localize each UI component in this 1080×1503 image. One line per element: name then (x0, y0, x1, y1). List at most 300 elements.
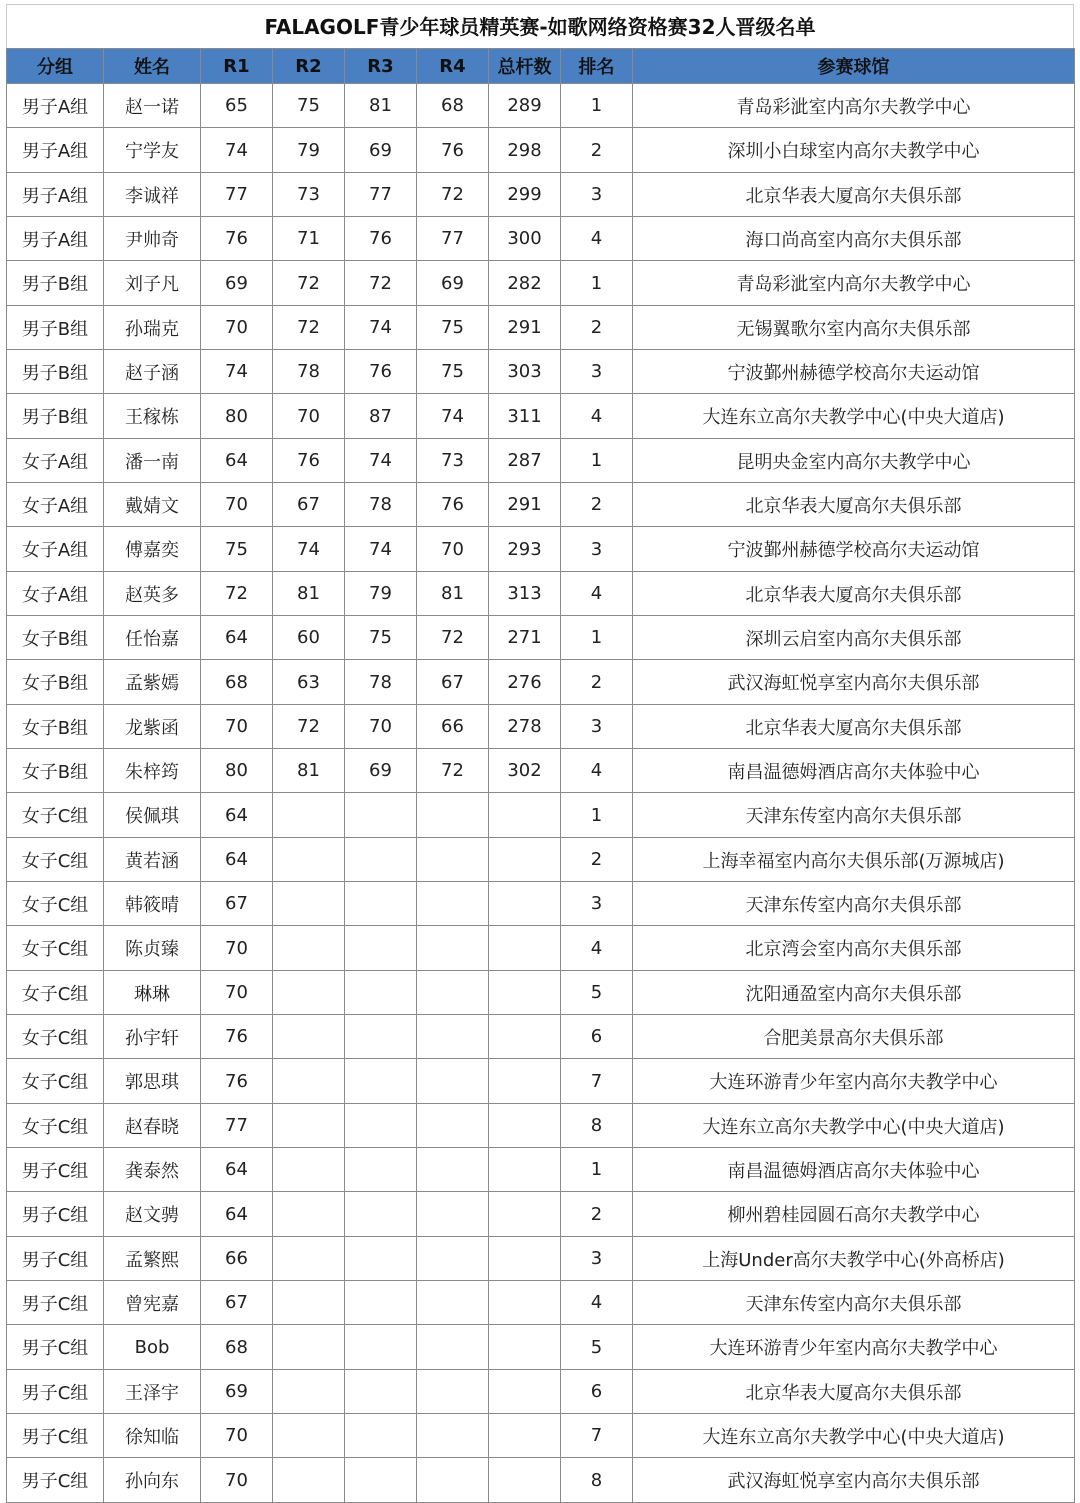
total-cell (489, 1281, 561, 1325)
r3-cell: 81 (345, 84, 417, 128)
rank-cell: 4 (561, 572, 633, 616)
rank-cell: 3 (561, 1237, 633, 1281)
r1-cell: 76 (201, 1059, 273, 1104)
group-cell: 男子C组 (7, 1458, 104, 1503)
total-cell (489, 1458, 561, 1503)
r1-cell: 70 (201, 971, 273, 1015)
r1-cell: 69 (201, 261, 273, 306)
venue-cell: 深圳云启室内高尔夫俱乐部 (633, 616, 1075, 660)
total-cell: 311 (489, 394, 561, 439)
name-cell: 赵英多 (104, 572, 201, 616)
r3-cell: 76 (345, 350, 417, 394)
r3-cell (345, 838, 417, 882)
r4-cell: 72 (417, 616, 489, 660)
table-row (7, 1192, 1075, 1237)
r3-cell: 74 (345, 439, 417, 483)
table-row (7, 1059, 1075, 1104)
rank-cell: 3 (561, 882, 633, 926)
name-cell: 戴婧文 (104, 483, 201, 527)
rank-cell: 8 (561, 1458, 633, 1503)
r2-cell: 73 (273, 173, 345, 217)
r1-cell: 66 (201, 1237, 273, 1281)
r4-cell: 70 (417, 527, 489, 572)
table-row (7, 1458, 1075, 1503)
group-cell: 女子B组 (7, 660, 104, 705)
r1-cell: 77 (201, 173, 273, 217)
r4-cell (417, 1059, 489, 1104)
r4-cell: 76 (417, 483, 489, 527)
r3-cell: 70 (345, 705, 417, 749)
r1-cell: 69 (201, 1370, 273, 1414)
table-row (7, 1281, 1075, 1325)
name-cell: 韩筱晴 (104, 882, 201, 926)
r1-cell: 65 (201, 84, 273, 128)
r1-cell: 72 (201, 572, 273, 616)
r1-cell: 75 (201, 527, 273, 572)
total-cell (489, 1414, 561, 1458)
venue-cell: 上海幸福室内高尔夫俱乐部(万源城店) (633, 838, 1075, 882)
r3-cell: 79 (345, 572, 417, 616)
r1-cell: 68 (201, 660, 273, 705)
r3-cell (345, 882, 417, 926)
venue-cell: 大连东立高尔夫教学中心(中央大道店) (633, 1104, 1075, 1148)
group-cell: 女子C组 (7, 793, 104, 838)
rank-cell: 2 (561, 306, 633, 350)
name-cell: 赵春晓 (104, 1104, 201, 1148)
venue-cell: 天津东传室内高尔夫俱乐部 (633, 1281, 1075, 1325)
venue-cell: 南昌温德姆酒店高尔夫体验中心 (633, 749, 1075, 793)
name-cell: 朱梓筠 (104, 749, 201, 793)
r3-cell (345, 971, 417, 1015)
r3-cell (345, 1148, 417, 1192)
rank-cell: 1 (561, 439, 633, 483)
r1-cell: 70 (201, 483, 273, 527)
group-cell: 女子A组 (7, 527, 104, 572)
r2-cell (273, 1237, 345, 1281)
venue-cell: 武汉海虹悦享室内高尔夫俱乐部 (633, 1458, 1075, 1503)
r1-cell: 70 (201, 1458, 273, 1503)
rank-cell: 5 (561, 1325, 633, 1370)
group-cell: 女子C组 (7, 971, 104, 1015)
r4-cell (417, 1281, 489, 1325)
r1-cell: 80 (201, 394, 273, 439)
venue-cell: 北京华表大厦高尔夫俱乐部 (633, 173, 1075, 217)
group-cell: 女子A组 (7, 483, 104, 527)
name-cell: 孙瑞克 (104, 306, 201, 350)
table-row (7, 572, 1075, 616)
name-cell: 龙紫函 (104, 705, 201, 749)
group-cell: 男子A组 (7, 173, 104, 217)
r1-cell: 68 (201, 1325, 273, 1370)
r2-cell (273, 1015, 345, 1059)
r4-cell (417, 1325, 489, 1370)
r2-cell: 76 (273, 439, 345, 483)
rank-cell: 3 (561, 705, 633, 749)
r1-cell: 67 (201, 1281, 273, 1325)
rank-cell: 7 (561, 1414, 633, 1458)
r3-cell (345, 793, 417, 838)
r4-cell: 73 (417, 439, 489, 483)
r2-cell: 81 (273, 749, 345, 793)
r2-cell: 63 (273, 660, 345, 705)
venue-cell: 宁波鄞州赫德学校高尔夫运动馆 (633, 527, 1075, 572)
total-cell: 300 (489, 217, 561, 261)
venue-cell: 大连东立高尔夫教学中心(中央大道店) (633, 1414, 1075, 1458)
table-row (7, 84, 1075, 128)
venue-cell: 大连环游青少年室内高尔夫教学中心 (633, 1325, 1075, 1370)
group-cell: 男子C组 (7, 1281, 104, 1325)
r3-cell: 76 (345, 217, 417, 261)
r3-cell (345, 926, 417, 971)
group-cell: 女子C组 (7, 926, 104, 971)
venue-cell: 天津东传室内高尔夫俱乐部 (633, 882, 1075, 926)
col-header-rank: 排名 (561, 49, 633, 84)
total-cell: 287 (489, 439, 561, 483)
table-row (7, 660, 1075, 705)
r1-cell: 70 (201, 1414, 273, 1458)
r4-cell: 77 (417, 217, 489, 261)
venue-cell: 青岛彩泚室内高尔夫教学中心 (633, 84, 1075, 128)
total-cell: 276 (489, 660, 561, 705)
total-cell: 302 (489, 749, 561, 793)
name-cell: 李诚祥 (104, 173, 201, 217)
name-cell: 宁学友 (104, 128, 201, 173)
page-title: FALAGOLF青少年球员精英赛-如歌网络资格赛32人晋级名单 (6, 4, 1074, 48)
rank-cell: 1 (561, 84, 633, 128)
total-cell: 303 (489, 350, 561, 394)
venue-cell: 青岛彩泚室内高尔夫教学中心 (633, 261, 1075, 306)
group-cell: 男子A组 (7, 128, 104, 173)
group-cell: 男子B组 (7, 394, 104, 439)
r1-cell: 74 (201, 128, 273, 173)
r2-cell (273, 1325, 345, 1370)
name-cell: 任怡嘉 (104, 616, 201, 660)
venue-cell: 北京湾会室内高尔夫俱乐部 (633, 926, 1075, 971)
rank-cell: 1 (561, 261, 633, 306)
name-cell: Bob (104, 1325, 201, 1370)
r1-cell: 64 (201, 439, 273, 483)
group-cell: 女子B组 (7, 616, 104, 660)
rank-cell: 4 (561, 926, 633, 971)
name-cell: 龚泰然 (104, 1148, 201, 1192)
total-cell: 291 (489, 306, 561, 350)
total-cell (489, 1192, 561, 1237)
venue-cell: 北京华表大厦高尔夫俱乐部 (633, 483, 1075, 527)
r4-cell: 74 (417, 394, 489, 439)
r2-cell (273, 1281, 345, 1325)
rank-cell: 1 (561, 793, 633, 838)
total-cell (489, 1370, 561, 1414)
r4-cell (417, 1104, 489, 1148)
table-row (7, 261, 1075, 306)
r1-cell: 64 (201, 1192, 273, 1237)
venue-cell: 沈阳通盈室内高尔夫俱乐部 (633, 971, 1075, 1015)
table-row (7, 616, 1075, 660)
group-cell: 女子B组 (7, 705, 104, 749)
rank-cell: 6 (561, 1370, 633, 1414)
r2-cell: 72 (273, 705, 345, 749)
r3-cell: 87 (345, 394, 417, 439)
group-cell: 女子B组 (7, 749, 104, 793)
total-cell: 299 (489, 173, 561, 217)
r1-cell: 76 (201, 217, 273, 261)
venue-cell: 宁波鄞州赫德学校高尔夫运动馆 (633, 350, 1075, 394)
venue-cell: 昆明央金室内高尔夫教学中心 (633, 439, 1075, 483)
r4-cell: 69 (417, 261, 489, 306)
table-row (7, 439, 1075, 483)
r3-cell: 69 (345, 749, 417, 793)
table-row (7, 705, 1075, 749)
table-row (7, 306, 1075, 350)
total-cell (489, 1148, 561, 1192)
venue-cell: 北京华表大厦高尔夫俱乐部 (633, 572, 1075, 616)
total-cell: 278 (489, 705, 561, 749)
group-cell: 男子C组 (7, 1370, 104, 1414)
total-cell: 271 (489, 616, 561, 660)
group-cell: 男子C组 (7, 1148, 104, 1192)
group-cell: 女子C组 (7, 1059, 104, 1104)
venue-cell: 武汉海虹悦享室内高尔夫俱乐部 (633, 660, 1075, 705)
r2-cell: 81 (273, 572, 345, 616)
total-cell: 313 (489, 572, 561, 616)
group-cell: 女子C组 (7, 1015, 104, 1059)
rank-cell: 3 (561, 350, 633, 394)
rank-cell: 2 (561, 838, 633, 882)
venue-cell: 大连东立高尔夫教学中心(中央大道店) (633, 394, 1075, 439)
r2-cell (273, 1104, 345, 1148)
col-header-r1: R1 (201, 49, 273, 84)
name-cell: 曾宪嘉 (104, 1281, 201, 1325)
r4-cell (417, 1148, 489, 1192)
r2-cell (273, 882, 345, 926)
r3-cell (345, 1192, 417, 1237)
table-row (7, 1015, 1075, 1059)
r4-cell: 72 (417, 173, 489, 217)
col-header-r3: R3 (345, 49, 417, 84)
r2-cell (273, 838, 345, 882)
name-cell: 王泽宇 (104, 1370, 201, 1414)
r4-cell: 75 (417, 306, 489, 350)
table-row (7, 793, 1075, 838)
r3-cell (345, 1414, 417, 1458)
table-row (7, 350, 1075, 394)
table-row (7, 1370, 1075, 1414)
total-cell (489, 882, 561, 926)
r3-cell (345, 1458, 417, 1503)
r3-cell: 74 (345, 306, 417, 350)
table-row (7, 882, 1075, 926)
r4-cell: 66 (417, 705, 489, 749)
r4-cell (417, 1015, 489, 1059)
venue-cell: 南昌温德姆酒店高尔夫体验中心 (633, 1148, 1075, 1192)
total-cell (489, 793, 561, 838)
r4-cell (417, 793, 489, 838)
r3-cell (345, 1104, 417, 1148)
r2-cell: 60 (273, 616, 345, 660)
r1-cell: 74 (201, 350, 273, 394)
rank-cell: 2 (561, 1192, 633, 1237)
name-cell: 赵一诺 (104, 84, 201, 128)
rank-cell: 3 (561, 527, 633, 572)
table-row (7, 527, 1075, 572)
r1-cell: 70 (201, 926, 273, 971)
total-cell (489, 1059, 561, 1104)
group-cell: 女子C组 (7, 882, 104, 926)
r3-cell: 77 (345, 173, 417, 217)
table-row (7, 217, 1075, 261)
r4-cell: 72 (417, 749, 489, 793)
col-header-r2: R2 (273, 49, 345, 84)
group-cell: 女子A组 (7, 572, 104, 616)
total-cell (489, 926, 561, 971)
name-cell: 刘子凡 (104, 261, 201, 306)
rank-cell: 7 (561, 1059, 633, 1104)
total-cell: 293 (489, 527, 561, 572)
rank-cell: 4 (561, 1281, 633, 1325)
r1-cell: 70 (201, 306, 273, 350)
name-cell: 陈贞臻 (104, 926, 201, 971)
r2-cell (273, 1458, 345, 1503)
venue-cell: 柳州碧桂园圆石高尔夫教学中心 (633, 1192, 1075, 1237)
group-cell: 男子C组 (7, 1325, 104, 1370)
r2-cell (273, 926, 345, 971)
r1-cell: 64 (201, 838, 273, 882)
name-cell: 赵子涵 (104, 350, 201, 394)
table-row (7, 173, 1075, 217)
venue-cell: 上海Under高尔夫教学中心(外高桥店) (633, 1237, 1075, 1281)
r3-cell: 72 (345, 261, 417, 306)
table-row (7, 1325, 1075, 1370)
group-cell: 男子C组 (7, 1237, 104, 1281)
r2-cell: 75 (273, 84, 345, 128)
group-cell: 男子C组 (7, 1192, 104, 1237)
venue-cell: 天津东传室内高尔夫俱乐部 (633, 793, 1075, 838)
results-table (6, 48, 1075, 1503)
venue-cell: 深圳小白球室内高尔夫教学中心 (633, 128, 1075, 173)
r1-cell: 64 (201, 616, 273, 660)
r2-cell: 79 (273, 128, 345, 173)
col-header-name: 姓名 (104, 49, 201, 84)
venue-cell: 大连环游青少年室内高尔夫教学中心 (633, 1059, 1075, 1104)
rank-cell: 1 (561, 616, 633, 660)
r2-cell (273, 1414, 345, 1458)
group-cell: 男子B组 (7, 306, 104, 350)
table-row (7, 749, 1075, 793)
name-cell: 孙向东 (104, 1458, 201, 1503)
r3-cell: 78 (345, 483, 417, 527)
venue-cell: 北京华表大厦高尔夫俱乐部 (633, 1370, 1075, 1414)
r4-cell (417, 838, 489, 882)
r1-cell: 64 (201, 1148, 273, 1192)
r2-cell: 72 (273, 261, 345, 306)
name-cell: 孟紫嫣 (104, 660, 201, 705)
group-cell: 男子B组 (7, 261, 104, 306)
group-cell: 男子C组 (7, 1414, 104, 1458)
table-row (7, 483, 1075, 527)
r4-cell: 67 (417, 660, 489, 705)
r2-cell: 71 (273, 217, 345, 261)
group-cell: 女子A组 (7, 439, 104, 483)
r1-cell: 77 (201, 1104, 273, 1148)
venue-cell: 北京华表大厦高尔夫俱乐部 (633, 705, 1075, 749)
rank-cell: 2 (561, 660, 633, 705)
r3-cell: 69 (345, 128, 417, 173)
table-row (7, 971, 1075, 1015)
total-cell (489, 1015, 561, 1059)
name-cell: 尹帅奇 (104, 217, 201, 261)
table-row (7, 1414, 1075, 1458)
table-row (7, 926, 1075, 971)
r2-cell (273, 793, 345, 838)
name-cell: 琳琳 (104, 971, 201, 1015)
venue-cell: 合肥美景高尔夫俱乐部 (633, 1015, 1075, 1059)
group-cell: 男子A组 (7, 217, 104, 261)
group-cell: 女子C组 (7, 838, 104, 882)
r4-cell (417, 1458, 489, 1503)
venue-cell: 海口尚高室内高尔夫俱乐部 (633, 217, 1075, 261)
rank-cell: 2 (561, 128, 633, 173)
r3-cell: 75 (345, 616, 417, 660)
table-row (7, 128, 1075, 173)
r2-cell (273, 971, 345, 1015)
group-cell: 男子A组 (7, 84, 104, 128)
total-cell (489, 1237, 561, 1281)
r3-cell (345, 1059, 417, 1104)
r2-cell: 78 (273, 350, 345, 394)
rank-cell: 3 (561, 173, 633, 217)
results-body (7, 84, 1075, 1503)
table-row (7, 1237, 1075, 1281)
total-cell (489, 838, 561, 882)
name-cell: 潘一南 (104, 439, 201, 483)
r1-cell: 67 (201, 882, 273, 926)
total-cell: 289 (489, 84, 561, 128)
r2-cell (273, 1192, 345, 1237)
r3-cell (345, 1237, 417, 1281)
table-row (7, 838, 1075, 882)
r4-cell (417, 882, 489, 926)
group-cell: 女子C组 (7, 1104, 104, 1148)
name-cell: 赵文骋 (104, 1192, 201, 1237)
name-cell: 黄若涵 (104, 838, 201, 882)
rank-cell: 8 (561, 1104, 633, 1148)
r4-cell (417, 1192, 489, 1237)
r2-cell: 67 (273, 483, 345, 527)
name-cell: 孙宇轩 (104, 1015, 201, 1059)
rank-cell: 4 (561, 394, 633, 439)
r4-cell (417, 926, 489, 971)
name-cell: 孟繁熙 (104, 1237, 201, 1281)
rank-cell: 2 (561, 483, 633, 527)
r4-cell: 81 (417, 572, 489, 616)
r4-cell: 75 (417, 350, 489, 394)
r3-cell (345, 1015, 417, 1059)
r2-cell: 74 (273, 527, 345, 572)
total-cell: 291 (489, 483, 561, 527)
table-row (7, 1104, 1075, 1148)
r2-cell (273, 1370, 345, 1414)
name-cell: 郭思琪 (104, 1059, 201, 1104)
table-row (7, 1148, 1075, 1192)
venue-cell: 无锡翼歌尔室内高尔夫俱乐部 (633, 306, 1075, 350)
r3-cell (345, 1281, 417, 1325)
r1-cell: 76 (201, 1015, 273, 1059)
r2-cell: 70 (273, 394, 345, 439)
name-cell: 王稼栋 (104, 394, 201, 439)
r4-cell (417, 971, 489, 1015)
table-row (7, 394, 1075, 439)
r3-cell: 74 (345, 527, 417, 572)
